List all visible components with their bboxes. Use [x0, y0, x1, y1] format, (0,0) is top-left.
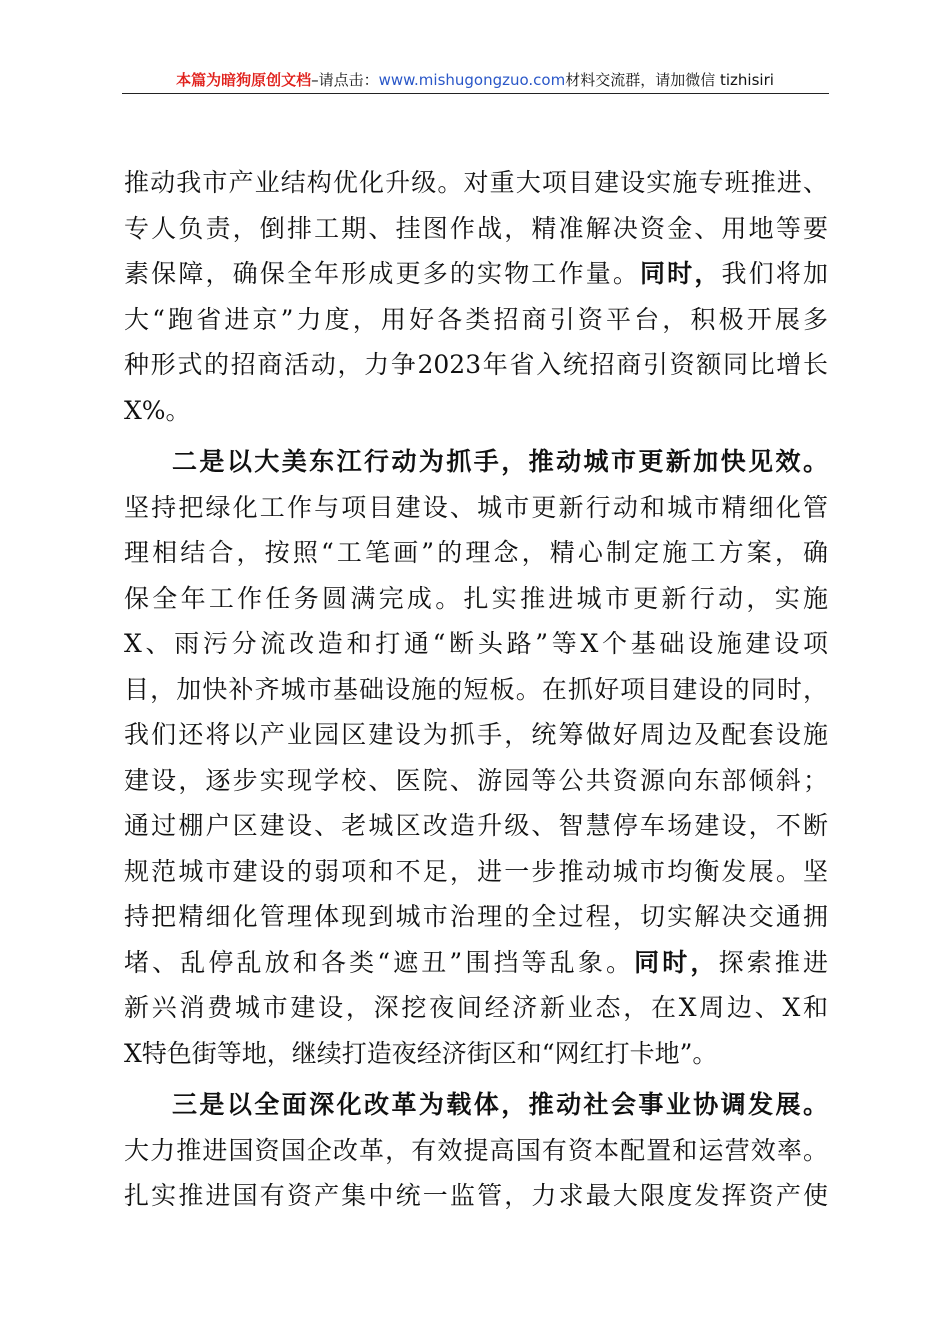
text-line: 坚持把绿化工作与项目建设、城市更新行动和城市精细化管 [124, 492, 828, 522]
text-line: X特色街等地，继续打造夜经济街区和“网红打卡地”。 [124, 1038, 718, 1068]
text-line: 大“跑省进京”力度，用好各类招商引资平台，积极开展多 [124, 304, 828, 334]
header-middle-text: –请点击： [311, 71, 379, 89]
text-line: 理相结合，按照“工笔画”的理念，精心制定施工方案，确 [124, 538, 828, 567]
text-line: 扎实推进国有资产集中统一监管，力求最大限度发挥资产使 [124, 1181, 828, 1210]
bold-phrase: 同时， [640, 259, 722, 288]
text-line: X%。 [124, 395, 191, 425]
header-rule [122, 93, 829, 94]
text-line: 建设，逐步实现学校、医院、游园等公共资源向东部倾斜； [124, 765, 828, 795]
document-body [124, 160, 828, 1219]
text-line: 专人负责，倒排工期、挂图作战，精准解决资金、用地等要 [124, 213, 828, 243]
text-line: 大力推进国资国企改革，有效提高国有资本配置和运营效率。 [124, 1135, 828, 1165]
header-red-text: 本篇为暗狗原创文档 [176, 71, 312, 89]
text-line: 规范城市建设的弱项和不足，进一步推动城市均衡发展。坚 [124, 856, 828, 886]
section-heading: 二是以大美东江行动为抓手，推动城市更新加快见效。 [172, 447, 828, 476]
text-line: 新兴消费城市建设，深挖夜间经济新业态，在X周边、X和 [124, 993, 828, 1022]
text-line: 目，加快补齐城市基础设施的短板。在抓好项目建设的同时， [124, 674, 828, 704]
page-header [122, 70, 828, 90]
text-line: 保全年工作任务圆满完成。扎实推进城市更新行动，实施 [124, 583, 828, 613]
section-heading: 三是以全面深化改革为载体，推动社会事业协调发展。 [172, 1090, 828, 1119]
text-line: X、雨污分流改造和打通“断头路”等X个基础设施建设项 [124, 629, 828, 658]
header-link[interactable]: www.mishugongzuo.com [378, 71, 566, 89]
header-tail-text: 材料交流群，请加微信 tizhisiri [565, 71, 774, 89]
text-line: 持把精细化管理体现到城市治理的全过程，切实解决交通拥 [124, 902, 828, 931]
text-line: 种形式的招商活动，力争2023年省入统招商引资额同比增长 [124, 350, 828, 379]
text-line: 堵、乱停乱放和各类“遮丑”围挡等乱象。同时，探索推进 [124, 947, 828, 977]
bold-phrase: 同时， [634, 947, 719, 977]
text-line: 推动我市产业结构优化升级。对重大项目建设实施专班推进、 [124, 168, 828, 197]
text-line: 我们还将以产业园区建设为抓手，统筹做好周边及配套设施 [124, 720, 828, 749]
text-line: 通过棚户区建设、老城区改造升级、智慧停车场建设，不断 [124, 811, 828, 840]
text-line: 素保障，确保全年形成更多的实物工作量。同时，我们将加 [124, 259, 828, 288]
